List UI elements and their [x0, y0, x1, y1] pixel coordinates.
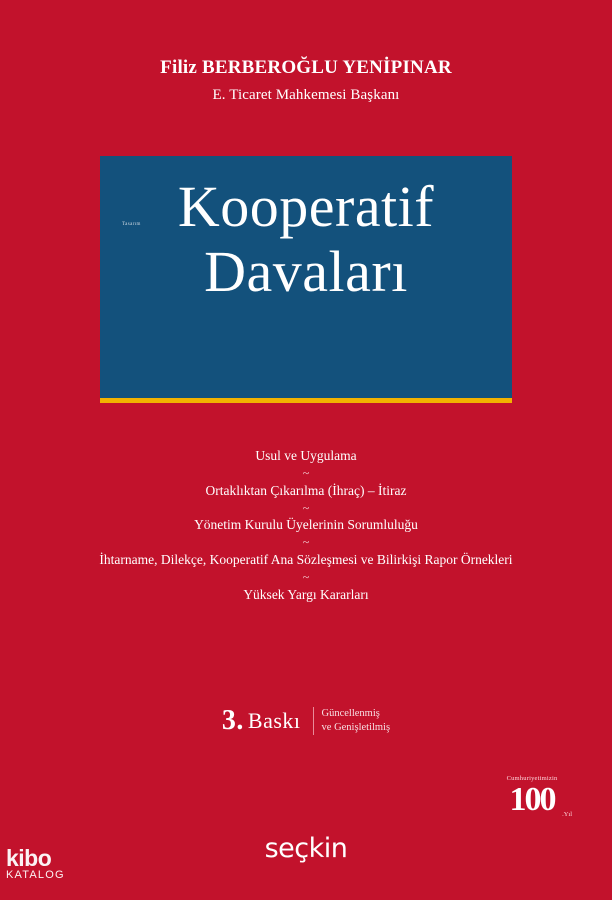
title-tiny-label: Tasarım	[122, 222, 141, 227]
publisher-logo: seçkin	[264, 833, 348, 864]
catalog-watermark	[6, 846, 65, 882]
subject-item: Yönetim Kurulu Üyelerinin Sorumluluğu	[194, 517, 418, 533]
subject-item: Ortaklıktan Çıkarılma (İhraç) – İtiraz	[205, 482, 407, 498]
watermark-line-2: KATALOG	[6, 869, 65, 882]
title-panel-bottom-rule	[100, 398, 512, 403]
subject-list	[0, 446, 612, 606]
subject-separator: ~	[302, 535, 310, 550]
edition-block	[0, 705, 612, 737]
watermark-line-1: kibo	[6, 845, 52, 872]
edition-note	[313, 707, 391, 735]
author-title: E. Ticaret Mahkemesi Başkanı	[212, 86, 400, 103]
edition-number: 3.	[221, 705, 244, 736]
edition-note-line-2: ve Genişletilmiş	[321, 722, 391, 733]
subject-item: İhtarname, Dilekçe, Kooperatif Ana Sözleşmesi ve Bilirkişi Rapor Örnekleri	[99, 552, 513, 568]
edition-inner	[222, 705, 390, 737]
author-name: Filiz BERBEROĞLU YENİPINAR	[160, 57, 452, 78]
subject-separator: ~	[302, 570, 310, 585]
author-block	[0, 56, 612, 104]
subject-separator: ~	[302, 500, 310, 515]
centenary-emblem	[484, 775, 580, 818]
book-title	[100, 176, 512, 303]
subject-item: Yüksek Yargı Kararları	[243, 586, 369, 602]
centenary-suffix: .Yıl	[562, 811, 572, 818]
edition-word: Baskı	[247, 708, 301, 733]
subject-separator: ~	[302, 465, 310, 480]
book-title-line-1: Kooperatif	[177, 174, 435, 239]
book-title-line-2: Davaları	[204, 238, 408, 304]
centenary-top-text: Cumhuriyetimizin	[506, 775, 558, 782]
edition-note-line-1: Güncellenmiş	[321, 707, 380, 719]
centenary-mark: 100	[509, 781, 555, 818]
subject-item: Usul ve Uygulama	[255, 448, 357, 463]
